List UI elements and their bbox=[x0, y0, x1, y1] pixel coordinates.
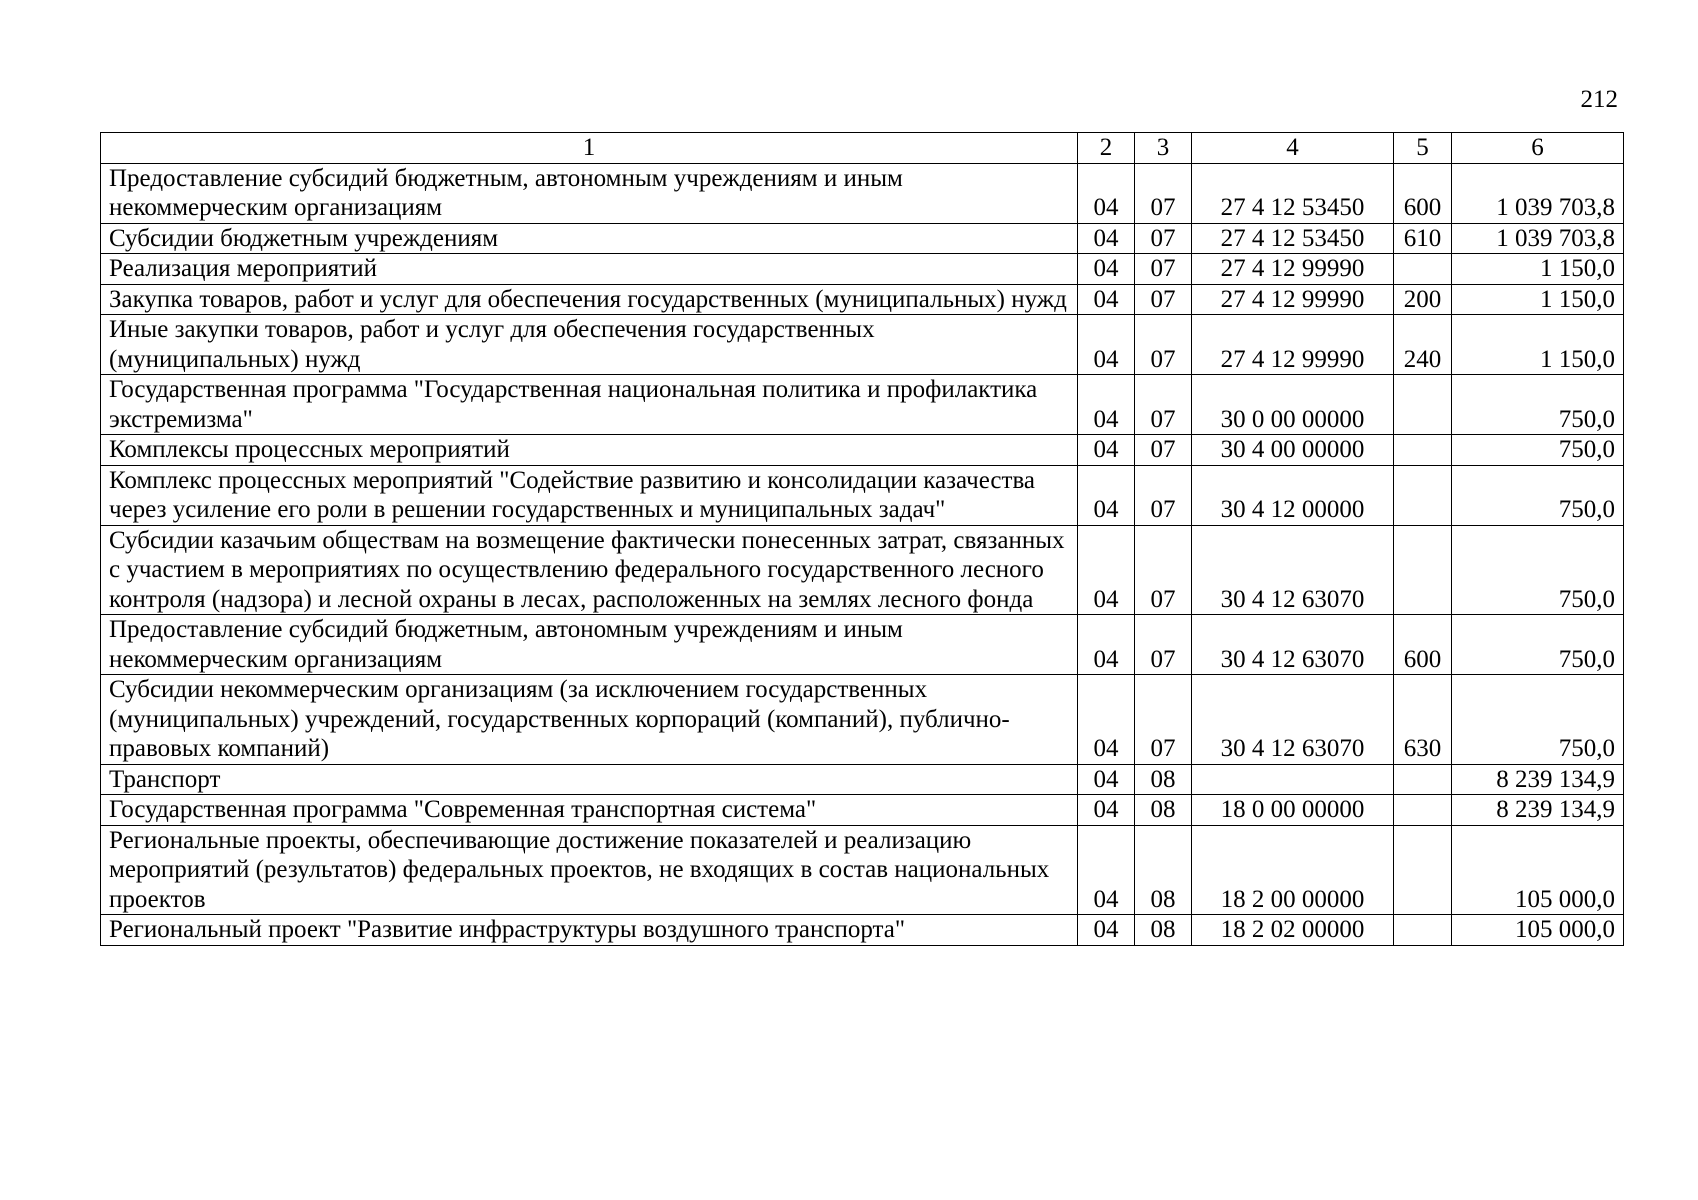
row-name-cell: Предоставление субсидий бюджетным, автономным учреждениям и иным некоммерческим организациям bbox=[101, 163, 1078, 223]
column-header-4: 4 bbox=[1192, 133, 1394, 164]
row-target-article-cell: 30 4 00 00000 bbox=[1192, 435, 1394, 466]
row-name-cell: Реализация мероприятий bbox=[101, 254, 1078, 285]
row-amount-cell: 1 150,0 bbox=[1452, 254, 1624, 285]
row-amount-cell: 1 150,0 bbox=[1452, 284, 1624, 315]
row-expense-type-cell: 200 bbox=[1394, 284, 1452, 315]
row-target-article-cell: 30 4 12 63070 bbox=[1192, 675, 1394, 765]
column-header-6: 6 bbox=[1452, 133, 1624, 164]
row-target-article-cell: 27 4 12 53450 bbox=[1192, 223, 1394, 254]
table-row bbox=[101, 315, 1624, 375]
table-row bbox=[101, 465, 1624, 525]
row-section-cell: 04 bbox=[1078, 915, 1135, 946]
row-subsection-cell: 08 bbox=[1135, 795, 1192, 826]
row-amount-cell: 750,0 bbox=[1452, 435, 1624, 466]
column-header-3: 3 bbox=[1135, 133, 1192, 164]
page-number: 212 bbox=[1580, 86, 1618, 113]
row-amount-cell: 750,0 bbox=[1452, 675, 1624, 765]
row-name-cell: Субсидии бюджетным учреждениям bbox=[101, 223, 1078, 254]
row-section-cell: 04 bbox=[1078, 825, 1135, 915]
column-header-1: 1 bbox=[101, 133, 1078, 164]
row-amount-cell: 750,0 bbox=[1452, 375, 1624, 435]
row-subsection-cell: 07 bbox=[1135, 163, 1192, 223]
row-expense-type-cell: 610 bbox=[1394, 223, 1452, 254]
table-row bbox=[101, 764, 1624, 795]
row-name-cell: Транспорт bbox=[101, 764, 1078, 795]
row-expense-type-cell bbox=[1394, 375, 1452, 435]
row-amount-cell: 1 039 703,8 bbox=[1452, 163, 1624, 223]
row-expense-type-cell: 600 bbox=[1394, 615, 1452, 675]
row-subsection-cell: 08 bbox=[1135, 825, 1192, 915]
table-row bbox=[101, 795, 1624, 826]
row-section-cell: 04 bbox=[1078, 525, 1135, 615]
row-section-cell: 04 bbox=[1078, 795, 1135, 826]
row-name-cell: Предоставление субсидий бюджетным, автономным учреждениям и иным некоммерческим организациям bbox=[101, 615, 1078, 675]
row-name-cell: Закупка товаров, работ и услуг для обеспечения государственных (муниципальных) нужд bbox=[101, 284, 1078, 315]
row-target-article-cell: 30 4 12 00000 bbox=[1192, 465, 1394, 525]
row-section-cell: 04 bbox=[1078, 465, 1135, 525]
row-target-article-cell: 27 4 12 99990 bbox=[1192, 254, 1394, 285]
table-row bbox=[101, 284, 1624, 315]
budget-table bbox=[100, 132, 1624, 946]
table-row bbox=[101, 675, 1624, 765]
row-section-cell: 04 bbox=[1078, 675, 1135, 765]
row-expense-type-cell bbox=[1394, 795, 1452, 826]
row-name-cell: Иные закупки товаров, работ и услуг для обеспечения государственных (муниципальных) нужд bbox=[101, 315, 1078, 375]
row-expense-type-cell bbox=[1394, 435, 1452, 466]
row-name-cell: Субсидии некоммерческим организациям (за исключением государственных (муниципальных) учреждений, государственных корпораций (компаний), публично-правовых компаний) bbox=[101, 675, 1078, 765]
row-section-cell: 04 bbox=[1078, 315, 1135, 375]
budget-table-body bbox=[101, 133, 1624, 946]
row-expense-type-cell bbox=[1394, 825, 1452, 915]
row-target-article-cell: 18 2 02 00000 bbox=[1192, 915, 1394, 946]
row-target-article-cell: 30 4 12 63070 bbox=[1192, 615, 1394, 675]
row-amount-cell: 750,0 bbox=[1452, 615, 1624, 675]
row-amount-cell: 105 000,0 bbox=[1452, 825, 1624, 915]
row-subsection-cell: 07 bbox=[1135, 315, 1192, 375]
row-target-article-cell: 27 4 12 99990 bbox=[1192, 284, 1394, 315]
row-amount-cell: 8 239 134,9 bbox=[1452, 764, 1624, 795]
table-header-row bbox=[101, 133, 1624, 164]
table-row bbox=[101, 825, 1624, 915]
row-target-article-cell: 30 4 12 63070 bbox=[1192, 525, 1394, 615]
row-subsection-cell: 07 bbox=[1135, 223, 1192, 254]
row-target-article-cell: 18 2 00 00000 bbox=[1192, 825, 1394, 915]
row-expense-type-cell bbox=[1394, 254, 1452, 285]
row-subsection-cell: 07 bbox=[1135, 284, 1192, 315]
table-row bbox=[101, 435, 1624, 466]
table-row bbox=[101, 615, 1624, 675]
row-name-cell: Комплекс процессных мероприятий "Содействие развитию и консолидации казачества через усиление его роли в решении государственных и муниципальных задач" bbox=[101, 465, 1078, 525]
table-row bbox=[101, 223, 1624, 254]
row-section-cell: 04 bbox=[1078, 223, 1135, 254]
row-section-cell: 04 bbox=[1078, 615, 1135, 675]
row-subsection-cell: 07 bbox=[1135, 254, 1192, 285]
row-name-cell: Комплексы процессных мероприятий bbox=[101, 435, 1078, 466]
row-subsection-cell: 07 bbox=[1135, 435, 1192, 466]
row-amount-cell: 750,0 bbox=[1452, 525, 1624, 615]
row-expense-type-cell: 240 bbox=[1394, 315, 1452, 375]
row-expense-type-cell bbox=[1394, 525, 1452, 615]
row-subsection-cell: 08 bbox=[1135, 915, 1192, 946]
row-subsection-cell: 08 bbox=[1135, 764, 1192, 795]
row-section-cell: 04 bbox=[1078, 375, 1135, 435]
table-row bbox=[101, 375, 1624, 435]
row-expense-type-cell bbox=[1394, 465, 1452, 525]
row-section-cell: 04 bbox=[1078, 254, 1135, 285]
table-row bbox=[101, 915, 1624, 946]
row-expense-type-cell: 630 bbox=[1394, 675, 1452, 765]
row-amount-cell: 1 039 703,8 bbox=[1452, 223, 1624, 254]
table-row bbox=[101, 254, 1624, 285]
row-name-cell: Государственная программа "Государственная национальная политика и профилактика экстремизма" bbox=[101, 375, 1078, 435]
row-name-cell: Региональный проект "Развитие инфраструктуры воздушного транспорта" bbox=[101, 915, 1078, 946]
row-subsection-cell: 07 bbox=[1135, 615, 1192, 675]
row-name-cell: Государственная программа "Современная транспортная система" bbox=[101, 795, 1078, 826]
row-section-cell: 04 bbox=[1078, 764, 1135, 795]
row-target-article-cell: 27 4 12 53450 bbox=[1192, 163, 1394, 223]
column-header-5: 5 bbox=[1394, 133, 1452, 164]
row-target-article-cell: 27 4 12 99990 bbox=[1192, 315, 1394, 375]
row-expense-type-cell bbox=[1394, 915, 1452, 946]
row-section-cell: 04 bbox=[1078, 435, 1135, 466]
row-subsection-cell: 07 bbox=[1135, 525, 1192, 615]
row-amount-cell: 105 000,0 bbox=[1452, 915, 1624, 946]
row-amount-cell: 750,0 bbox=[1452, 465, 1624, 525]
row-target-article-cell bbox=[1192, 764, 1394, 795]
row-name-cell: Региональные проекты, обеспечивающие достижение показателей и реализацию мероприятий (результатов) федеральных проектов, не входящих в состав национальных проектов bbox=[101, 825, 1078, 915]
row-amount-cell: 8 239 134,9 bbox=[1452, 795, 1624, 826]
row-subsection-cell: 07 bbox=[1135, 675, 1192, 765]
row-name-cell: Субсидии казачьим обществам на возмещение фактически понесенных затрат, связанных с участием в мероприятиях по осуществлению федерального государственного лесного контроля (надзора) и лесной охраны в лесах, расположенных на землях лесного фонда bbox=[101, 525, 1078, 615]
table-row bbox=[101, 163, 1624, 223]
row-amount-cell: 1 150,0 bbox=[1452, 315, 1624, 375]
row-expense-type-cell bbox=[1394, 764, 1452, 795]
row-subsection-cell: 07 bbox=[1135, 375, 1192, 435]
table-row bbox=[101, 525, 1624, 615]
row-subsection-cell: 07 bbox=[1135, 465, 1192, 525]
row-section-cell: 04 bbox=[1078, 163, 1135, 223]
row-section-cell: 04 bbox=[1078, 284, 1135, 315]
row-expense-type-cell: 600 bbox=[1394, 163, 1452, 223]
row-target-article-cell: 30 0 00 00000 bbox=[1192, 375, 1394, 435]
column-header-2: 2 bbox=[1078, 133, 1135, 164]
row-target-article-cell: 18 0 00 00000 bbox=[1192, 795, 1394, 826]
